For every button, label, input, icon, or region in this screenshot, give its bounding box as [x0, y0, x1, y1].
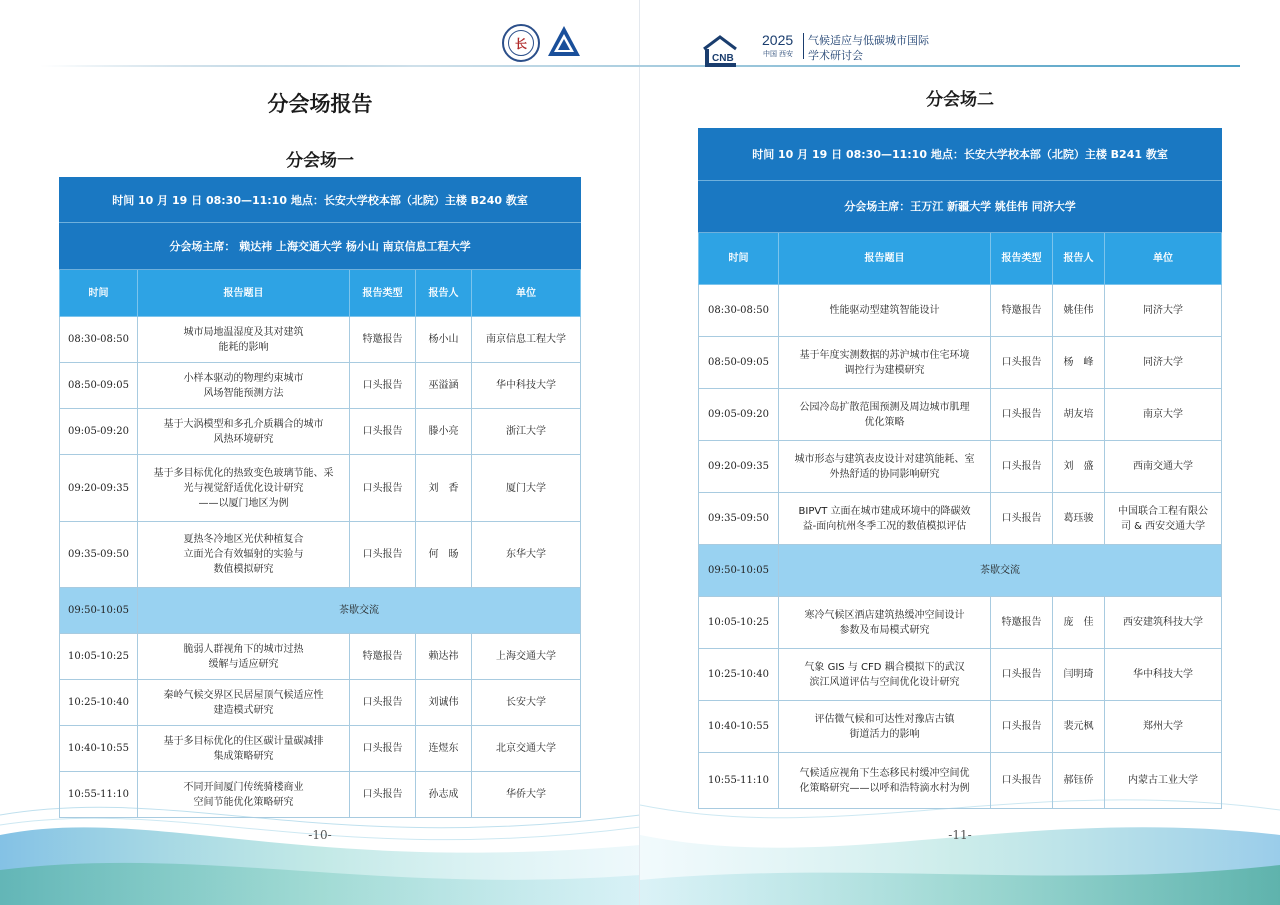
row-title: 不同开间厦门传统骑楼商业 空间节能优化策略研究: [138, 772, 350, 818]
conference-year: 2025: [762, 32, 794, 48]
row-unit: 郑州大学: [1105, 701, 1222, 753]
row-type: 口头报告: [991, 753, 1053, 809]
header-speaker: 报告人: [1053, 233, 1105, 285]
header-time: 时间: [699, 233, 779, 285]
row-type: 口头报告: [991, 649, 1053, 701]
break-label: 茶歇交流: [779, 545, 1222, 597]
row-time: 09:05-09:20: [699, 389, 779, 441]
conference-name-line1: 气候适应与低碳城市国际: [808, 34, 929, 47]
session-two-table: [698, 128, 1222, 809]
row-unit: 内蒙古工业大学: [1105, 753, 1222, 809]
time-location-row: [699, 129, 1222, 181]
row-speaker: 刘诚伟: [416, 680, 472, 726]
university-seal-icon: 长: [502, 24, 540, 62]
header-time: 时间: [60, 270, 138, 317]
row-title: 小样本驱动的物理约束城市 风场智能预测方法: [138, 363, 350, 409]
row-unit: 西南交通大学: [1105, 441, 1222, 493]
header-unit: 单位: [1105, 233, 1222, 285]
table-row: [699, 337, 1222, 389]
row-time: 10:40-10:55: [60, 726, 138, 772]
row-time: 10:55-11:10: [60, 772, 138, 818]
time-location-text: 时间 10 月 19 日 08:30—11:10 地点：长安大学校本部（北院）主楼 B240 教室: [60, 178, 581, 223]
page-number: -11-: [948, 828, 972, 842]
row-unit: 长安大学: [472, 680, 581, 726]
row-type: 口头报告: [991, 441, 1053, 493]
row-unit: 华中科技大学: [472, 363, 581, 409]
row-time: 10:25-10:40: [60, 680, 138, 726]
row-speaker: 何 旸: [416, 522, 472, 588]
row-unit: 南京信息工程大学: [472, 317, 581, 363]
table-row: [699, 493, 1222, 545]
header-unit: 单位: [472, 270, 581, 317]
row-unit: 西安建筑科技大学: [1105, 597, 1222, 649]
row-unit: 厦门大学: [472, 455, 581, 522]
divider: [803, 33, 804, 59]
session-title: 分会场一: [286, 151, 354, 171]
row-time: 09:35-09:50: [699, 493, 779, 545]
table-row: [699, 701, 1222, 753]
session-chairs-text: 分会场主席：王万江 新疆大学 姚佳伟 同济大学: [699, 181, 1222, 233]
row-speaker: 葛珏骏: [1053, 493, 1105, 545]
row-type: 口头报告: [350, 409, 416, 455]
header-title: 报告题目: [779, 233, 991, 285]
row-type: 口头报告: [991, 493, 1053, 545]
row-speaker: 刘 盛: [1053, 441, 1105, 493]
row-type: 口头报告: [350, 680, 416, 726]
table-row: [699, 389, 1222, 441]
row-type: 口头报告: [350, 455, 416, 522]
table-row: [699, 753, 1222, 809]
row-time: 10:40-10:55: [699, 701, 779, 753]
row-unit: 东华大学: [472, 522, 581, 588]
row-type: 口头报告: [350, 363, 416, 409]
row-time: 08:50-09:05: [60, 363, 138, 409]
header-type: 报告类型: [991, 233, 1053, 285]
header-title: 报告题目: [138, 270, 350, 317]
row-speaker: 连煜东: [416, 726, 472, 772]
table-row: [699, 441, 1222, 493]
session-chairs-row: [699, 181, 1222, 233]
row-title: 脆弱人群视角下的城市过热 缓解与适应研究: [138, 634, 350, 680]
row-speaker: 闫明琦: [1053, 649, 1105, 701]
row-unit: 北京交通大学: [472, 726, 581, 772]
row-unit: 中国联合工程有限公 司 & 西安交通大学: [1105, 493, 1222, 545]
row-time: 09:20-09:35: [699, 441, 779, 493]
row-type: 口头报告: [350, 522, 416, 588]
row-speaker: 滕小亮: [416, 409, 472, 455]
row-time: 09:35-09:50: [60, 522, 138, 588]
cnb-logo-text: CNB: [712, 53, 734, 64]
row-title: 夏热冬冷地区光伏种植复合 立面光合有效辐射的实验与 数值模拟研究: [138, 522, 350, 588]
row-time: 10:55-11:10: [699, 753, 779, 809]
row-time: 09:50-10:05: [699, 545, 779, 597]
cnb-logo-icon: [700, 31, 740, 71]
row-title: 评估微气候和可达性对豫店古镇 街道活力的影响: [779, 701, 991, 753]
row-unit: 浙江大学: [472, 409, 581, 455]
row-time: 10:05-10:25: [699, 597, 779, 649]
row-unit: 南京大学: [1105, 389, 1222, 441]
row-title: 性能驱动型建筑智能设计: [779, 285, 991, 337]
row-title: 城市形态与建筑表皮设计对建筑能耗、室 外热舒适的协同影响研究: [779, 441, 991, 493]
row-title: 基于多目标优化的住区碳计量碳减排 集成策略研究: [138, 726, 350, 772]
row-time: 09:50-10:05: [60, 588, 138, 634]
row-title: 寒冷气候区酒店建筑热缓冲空间设计 参数及布局模式研究: [779, 597, 991, 649]
row-title: 基于年度实测数据的苏沪城市住宅环境 调控行为建模研究: [779, 337, 991, 389]
row-speaker: 胡友培: [1053, 389, 1105, 441]
table-row: [699, 285, 1222, 337]
row-unit: 华中科技大学: [1105, 649, 1222, 701]
row-type: 特邀报告: [350, 634, 416, 680]
row-type: 特邀报告: [991, 597, 1053, 649]
row-time: 10:25-10:40: [699, 649, 779, 701]
row-title: 气象 GIS 与 CFD 耦合模拟下的武汉 滨江风道评估与空间优化设计研究: [779, 649, 991, 701]
row-title: 秦岭气候交界区民居屋顶气候适应性 建造模式研究: [138, 680, 350, 726]
row-speaker: 孙志成: [416, 772, 472, 818]
header-speaker: 报告人: [416, 270, 472, 317]
row-title: BIPVT 立面在城市建成环境中的降碳效 益-面向杭州冬季工况的数值模拟评估: [779, 493, 991, 545]
time-location-text: 时间 10 月 19 日 08:30—11:10 地点：长安大学校本部（北院）主楼 B241 教室: [699, 129, 1222, 181]
row-title: 气候适应视角下生态移民村缓冲空间优 化策略研究——以呼和浩特滴水村为例: [779, 753, 991, 809]
page-number: -10-: [308, 828, 332, 842]
break-label: 茶歇交流: [138, 588, 581, 634]
session-title: 分会场二: [926, 90, 994, 110]
table-row: [699, 649, 1222, 701]
page-title: 分会场报告: [267, 91, 373, 116]
row-time: 09:20-09:35: [60, 455, 138, 522]
row-speaker: 裴元枫: [1053, 701, 1105, 753]
row-speaker: 庞 佳: [1053, 597, 1105, 649]
row-type: 口头报告: [350, 772, 416, 818]
conference-location: 中国 西安: [763, 51, 793, 58]
row-time: 08:30-08:50: [60, 317, 138, 363]
row-speaker: 姚佳伟: [1053, 285, 1105, 337]
table-header-row: [699, 233, 1222, 285]
row-speaker: 刘 香: [416, 455, 472, 522]
row-type: 口头报告: [991, 701, 1053, 753]
row-unit: 华侨大学: [472, 772, 581, 818]
row-title: 城市局地温湿度及其对建筑 能耗的影响: [138, 317, 350, 363]
row-type: 特邀报告: [991, 285, 1053, 337]
row-speaker: 杨小山: [416, 317, 472, 363]
row-type: 口头报告: [350, 726, 416, 772]
conference-name-line2: 学术研讨会: [808, 49, 863, 62]
row-speaker: 赖达祎: [416, 634, 472, 680]
row-time: 08:50-09:05: [699, 337, 779, 389]
row-unit: 同济大学: [1105, 337, 1222, 389]
header-line: [60, 65, 1240, 67]
row-title: 基于多目标优化的热致变色玻璃节能、采 光与视觉舒适优化设计研究 ——以厦门地区为例: [138, 455, 350, 522]
row-speaker: 郝钰侨: [1053, 753, 1105, 809]
row-time: 08:30-08:50: [699, 285, 779, 337]
row-type: 口头报告: [991, 337, 1053, 389]
session-chairs-text: 分会场主席： 赖达祎 上海交通大学 杨小山 南京信息工程大学: [60, 223, 581, 270]
row-unit: 同济大学: [1105, 285, 1222, 337]
table-row: [699, 597, 1222, 649]
row-time: 10:05-10:25: [60, 634, 138, 680]
row-speaker: 巫溢涵: [416, 363, 472, 409]
header-type: 报告类型: [350, 270, 416, 317]
row-title: 公园冷岛扩散范围预测及周边城市肌理 优化策略: [779, 389, 991, 441]
row-type: 特邀报告: [350, 317, 416, 363]
row-unit: 上海交通大学: [472, 634, 581, 680]
row-title: 基于大涡模型和多孔介质耦合的城市 风热环境研究: [138, 409, 350, 455]
break-row: [699, 545, 1222, 597]
row-time: 09:05-09:20: [60, 409, 138, 455]
row-speaker: 杨 峰: [1053, 337, 1105, 389]
row-type: 口头报告: [991, 389, 1053, 441]
